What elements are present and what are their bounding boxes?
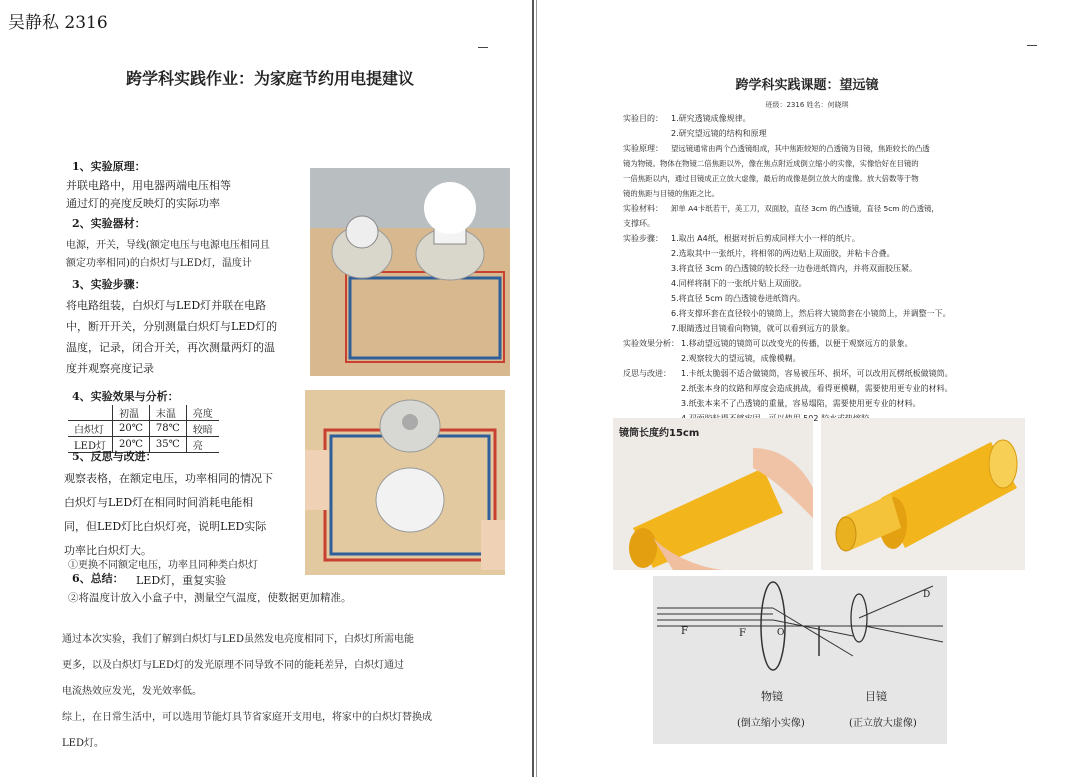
left-page [0, 0, 534, 777]
tube-roll-illustration [613, 418, 813, 570]
bulb-setup-illustration [310, 168, 510, 376]
step-4: 4.同样将制下的一张纸片贴上双面胶。 [671, 279, 807, 288]
eyepiece-label: 目镜 [865, 690, 887, 703]
section-5-line-1: 观察表格，在额定电压，功率相同的情况下 [64, 472, 273, 485]
section-3-line-3: 温度，记录，闭合开关，再次测量两灯的温 [66, 341, 275, 354]
step-7: 7.眼睛透过目镜看向物镜，就可以看到远方的景象。 [671, 324, 855, 333]
table-cell: 亮 [186, 437, 219, 453]
optical-center-label: O [777, 628, 785, 638]
summary-line-2: LED灯。 [62, 738, 104, 749]
section-5-title: 5、反思与改进： [72, 450, 157, 463]
table-cell: 35℃ [149, 437, 186, 453]
conclusion-line-3: 电流热效应发光，发光效率低。 [62, 686, 202, 697]
effect-line-1: 1.移动望远镜的镜筒可以改变光的传播，以便于观察远方的景象。 [681, 339, 913, 348]
table-cell: 20℃ [112, 437, 149, 453]
summary-line-1: 综上，在日常生活中，可以选用节能灯具节省家庭开支用电，将家中的白炽灯替换成 [62, 712, 432, 723]
table-cell: 20℃ [112, 421, 149, 437]
table-header-cell: 初温 [112, 405, 149, 421]
principle-line-1: 望远镜通常由两个凸透镜组成，其中焦距较短的凸透镜为目镜，焦距较长的凸透 [671, 144, 930, 153]
results-table [68, 405, 219, 453]
table-header-row [68, 405, 219, 421]
right-page [536, 0, 1080, 777]
eyepiece-note: (正立放大虚像) [849, 718, 917, 729]
assembled-telescope-illustration [821, 418, 1025, 570]
materials-line-1: 卸单 A4卡纸若干，美工刀，双面胶，直径 3cm 的凸透镜，直径 5cm 的凸透镜， [671, 204, 939, 213]
step-2: 2.选取其中一张纸片，将相邻的两边贴上双面胶，并粘卡合叠。 [671, 249, 895, 258]
improvement-note-1: ①更换不同额定电压，功率且同种类白炽灯 [68, 560, 258, 571]
tube-length-photo [613, 418, 813, 570]
purpose-line-1: 1.研究透镜成像规律。 [671, 114, 751, 123]
materials-line-2: 支撑环。 [623, 219, 655, 228]
section-1-line-2: 通过灯的亮度反映灯的实际功率 [66, 197, 220, 210]
effect-line-2: 2.观察较大的望远镜，成像模糊。 [681, 354, 801, 363]
principle-line-2: 镜为物镜。物体在物镜二倍焦距以外，像在焦点附近成倒立缩小的实像，实像恰好在目镜的 [623, 159, 919, 168]
corner-mark [1027, 45, 1037, 46]
section-3-title: 3、实验步骤： [72, 278, 146, 291]
section-5-line-4: 功率比白炽灯大。 [64, 544, 152, 557]
assembled-telescope-photo [821, 418, 1025, 570]
bulb-setup-photo [310, 168, 510, 376]
purpose-label: 实验目的： [623, 114, 663, 123]
objective-label: 物镜 [761, 690, 783, 703]
conclusion-line-2: 更多，以及白炽灯与LED灯的发光原理不同导致不同的能耗差异，白炽灯通过 [62, 660, 404, 671]
step-5: 5.将直径 5cm 的凸透镜卷进纸筒内。 [671, 294, 805, 303]
section-6-title: 6、总结： [72, 572, 124, 585]
table-row [68, 421, 219, 437]
objective-note: (倒立缩小实像) [737, 718, 805, 729]
conclusion-line-1: 通过本次实验，我们了解到白炽灯与LED虽然发电亮度相同下，白炽灯所需电能 [62, 634, 414, 645]
table-cell: LED灯 [68, 437, 112, 453]
reflect-line-3: 3.纸张本来不了凸透镜的重量，容易塌陷，需要使用更专业的材料。 [681, 399, 921, 408]
tube-length-caption: 镜筒长度约15cm [619, 428, 700, 439]
section-3-line-4: 度并观察亮度记录 [66, 362, 154, 375]
table-header-cell: 末温 [149, 405, 186, 421]
ray-d-label: D [923, 590, 931, 600]
section-2-line-2: 额定功率相同)的白炽灯与LED灯，温度计 [66, 258, 252, 269]
principle-line-3: 一倍焦距以内，通过目镜成正立放大虚像，最后的成像是倒立放大的虚像。放大倍数等于物 [623, 174, 919, 183]
section-1-title: 1、实验原理： [72, 160, 146, 173]
effect-label: 实验效果分析： [623, 339, 679, 348]
table-cell: 78℃ [149, 421, 186, 437]
table-header-cell [68, 405, 112, 421]
focal-point-mid-label: F [739, 628, 746, 639]
steps-label: 实验步骤： [623, 234, 663, 243]
section-2-line-1: 电源，开关，导线(额定电压与电源电压相同且 [66, 240, 270, 251]
right-title: 跨学科实践课题：望远镜 [735, 78, 879, 93]
section-5-line-3: 同，但LED灯比白炽灯亮，说明LED实际 [64, 520, 267, 533]
reflect-line-2: 2.纸张本身的纹路和厚度会造成挑战，看得更模糊，需要使用更专业的材料。 [681, 384, 953, 393]
table-cell: 较暗 [186, 421, 219, 437]
principle-label: 实验原理： [623, 144, 663, 153]
materials-label: 实验材料： [623, 204, 663, 213]
purpose-line-2: 2.研究望远镜的结构和原理 [671, 129, 767, 138]
improvement-note-2: ②将温度计放入小盒子中，测量空气温度，使数据更加精准。 [68, 592, 352, 604]
reflect-line-1: 1.卡纸太脆弱不适合做镜筒，容易被压坏、损坏，可以改用瓦楞纸板做镜筒。 [681, 369, 953, 378]
left-title: 跨学科实践作业：为家庭节约用电提建议 [125, 69, 414, 88]
section-3-line-1: 将电路组装，白炽灯与LED灯并联在电路 [66, 299, 267, 312]
step-3: 3.将直径 3cm 的凸透镜的较长经一边卷进纸筒内，并将双面胶压紧。 [671, 264, 917, 273]
board-sockets-photo [305, 390, 505, 575]
principle-line-4: 镜的焦距与目镜的焦距之比。 [623, 189, 720, 198]
signature: 吴静私 2316 [8, 13, 108, 33]
step-6: 6.将支撑环套在直径较小的镜筒上，然后将大镜筒套在小镜筒上，并调整一下。 [671, 309, 951, 318]
section-6-text: LED灯，重复实验 [136, 574, 227, 587]
section-1-line-1: 并联电路中，用电器两端电压相等 [66, 179, 231, 192]
focal-point-left-label: F [681, 626, 688, 637]
section-2-title: 2、实验器材： [72, 217, 146, 230]
telescope-ray-diagram [653, 576, 947, 744]
step-1: 1.取出 A4纸，根据对折后剪成同样大小一样的纸片。 [671, 234, 860, 243]
table-header-cell: 亮度 [186, 405, 219, 421]
board-sockets-illustration [305, 390, 505, 575]
table-cell: 白炽灯 [68, 421, 112, 437]
section-5-line-2: 白炽灯与LED灯在相同时间消耗电能相 [64, 496, 254, 509]
section-3-line-2: 中，断开开关，分别测量白炽灯与LED灯的 [66, 320, 278, 333]
byline: 班级：2316 姓名：何晓琪 [765, 101, 849, 109]
section-4-title: 4、实验效果与分析： [72, 390, 179, 403]
reflect-label: 反思与改进： [623, 369, 671, 378]
corner-mark [478, 47, 488, 48]
